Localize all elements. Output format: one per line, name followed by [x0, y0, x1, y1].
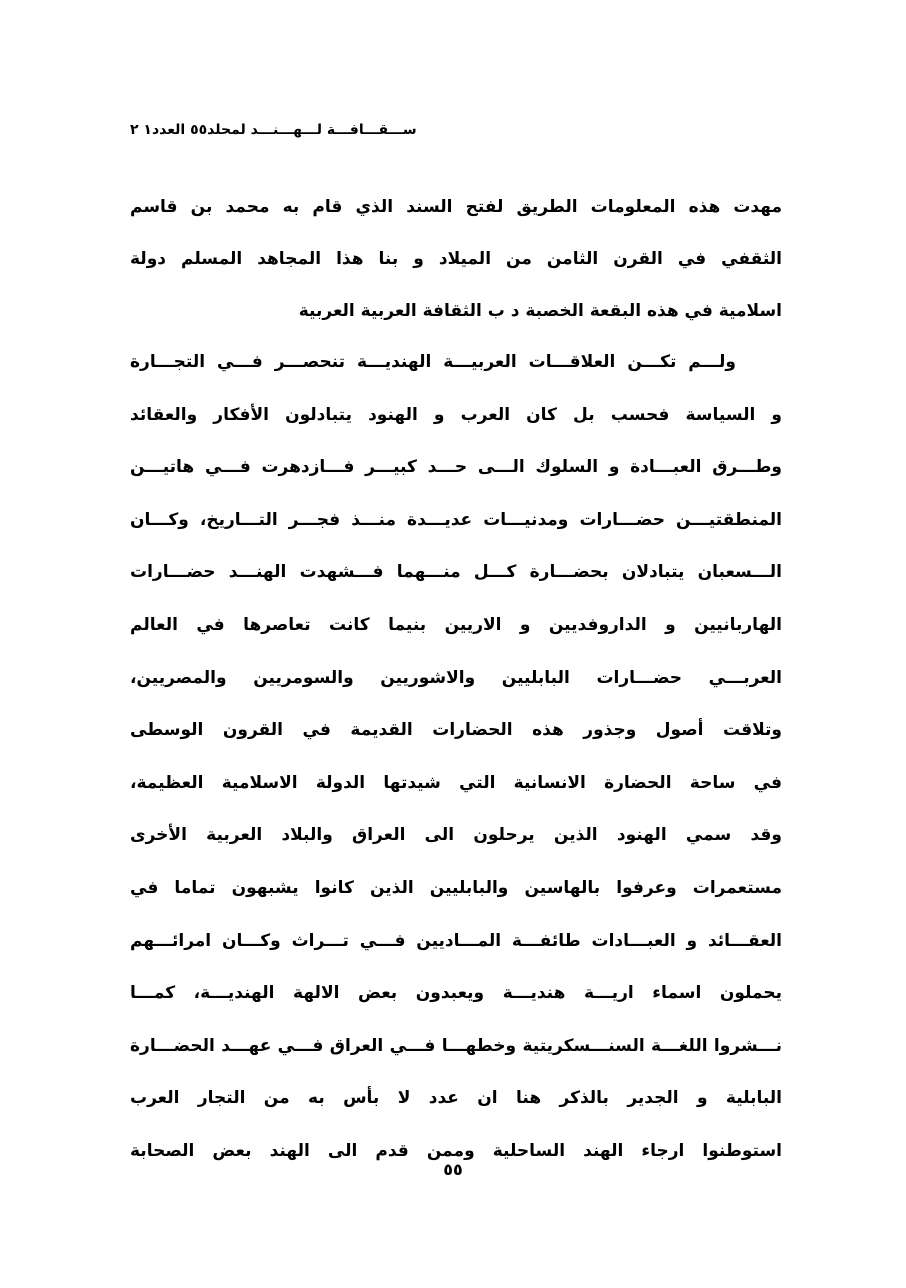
text-line: مستعمرات وعرفوا بالهاسين والبابليين الذين كانوا يشبهون تماما في [130, 877, 782, 898]
running-header: ســـقـــافـــة لـــهـــنـــد لمحلد٥٥ العدد١ ٢ [130, 122, 417, 138]
text-line: الثقفي في القرن الثامن من الميلاد و بنا هذا المجاهد المسلم دولة [130, 249, 782, 269]
text-line: الـــسعبان يتبادلان بحضـــارة كـــل منـــهما فـــشهدت الهنـــد حضـــارات [130, 562, 782, 583]
text-line: و السياسة فحسب بل كان العرب و الهنود يتبادلون الأفكار والعقائد [130, 404, 782, 425]
text-line: نـــشروا اللغـــة السنـــسكريتية وخطهـــا فـــي العراق فـــي عهـــد الحضـــارة [130, 1035, 782, 1056]
text-line: العقـــائد و العبـــادات طائفـــة المـــاديين فـــي تـــراث وكـــان امرائـــهم [130, 930, 782, 951]
text-line: استوطنوا ارجاء الهند الساحلية وممن قدم الى الهند بعض الصحابة [130, 1140, 782, 1161]
text-line: ولـــم تكـــن العلاقـــات العربيـــة الهنديـــة تنحصـــر فـــي التجـــارة [130, 352, 736, 372]
page-number: ٥٥ [443, 1160, 463, 1179]
paragraph-2 [130, 336, 782, 1178]
text-line: مهدت هذه المعلومات الطريق لفتح السند الذي قام به محمد بن قاسم [130, 197, 782, 217]
paragraph-1 [130, 181, 782, 337]
text-line: العربـــي حضـــارات البابليين والاشوريين والسومريين والمصريين، [130, 667, 782, 688]
text-line: وتلاقت أصول وجذور هذه الحضارات القديمة في القرون الوسطى [130, 720, 782, 741]
text-line: المنطقتيـــن حضـــارات ومدنيـــات عديـــدة منـــذ فجـــر التـــاريخ، وكـــان [130, 509, 782, 530]
text-line: وطـــرق العبـــادة و السلوك الـــى حـــد كبيـــر فـــازدهرت فـــي هاتيـــن [130, 457, 782, 478]
text-line: اسلامية في هذه البقعة الخصبة د ب الثقافة العربية العربية [298, 301, 782, 321]
text-line: البابلية و الجدير بالذكر هنا ان عدد لا بأس به من التجار العرب [130, 1088, 782, 1109]
text-line: وقد سمي الهنود الذين يرحلون الى العراق والبلاد العربية الأخرى [130, 825, 782, 846]
text-line: الهاربانيين و الداروفديين و الاريين بنيما كانت تعاصرها في العالم [130, 614, 782, 635]
text-line: يحملون اسماء اريـــة هنديـــة ويعبدون بعض الالهة الهنديـــة، كمـــا [130, 983, 782, 1004]
text-line: في ساحة الحضارة الانسانية التي شيدتها الدولة الاسلامية العظيمة، [130, 772, 782, 793]
